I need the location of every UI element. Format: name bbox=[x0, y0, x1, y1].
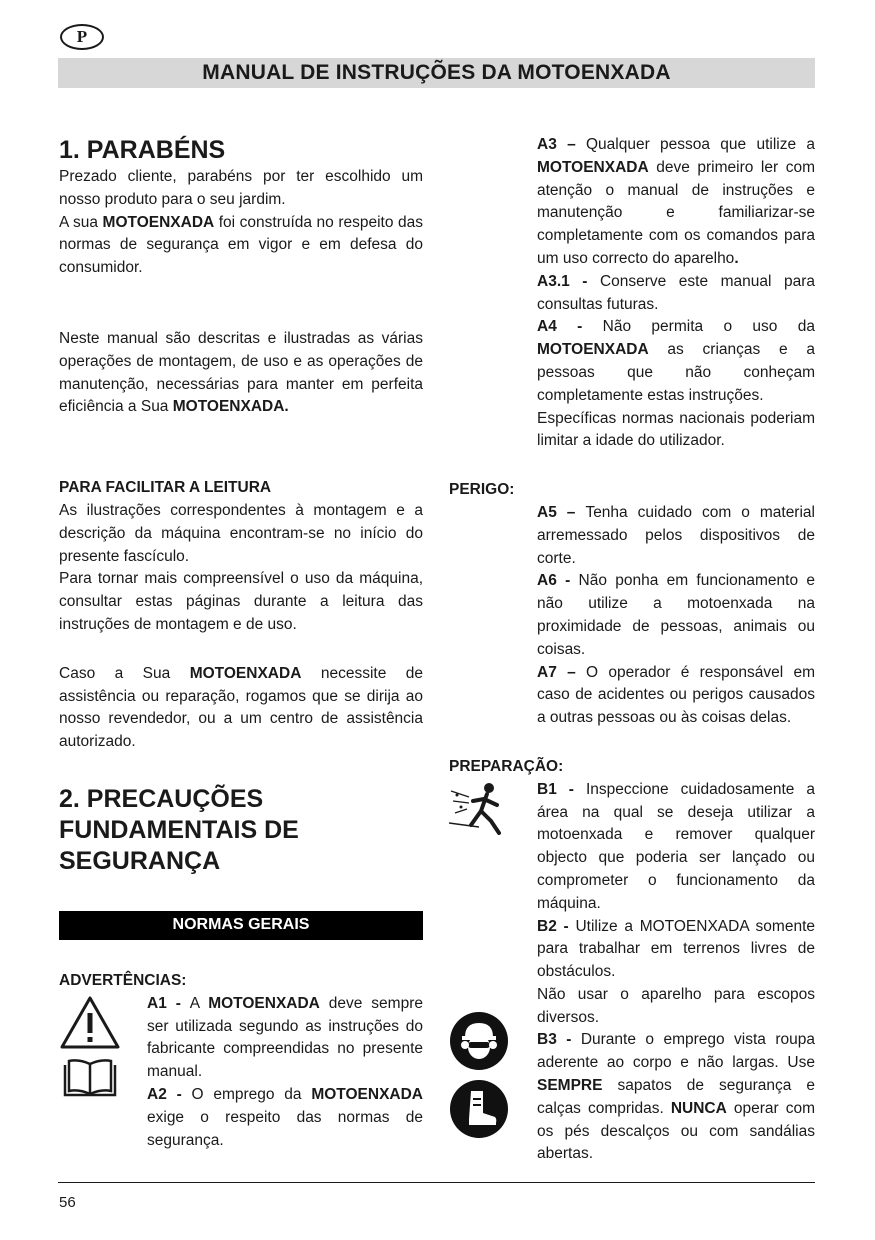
item-a6: A6 - Não ponha em funcionamento e não utilize a motoenxada na proximidade de pessoas, animais ou coisas. bbox=[537, 572, 815, 658]
warning-triangle-icon bbox=[59, 995, 121, 1051]
section-1-title: 1. PARABÉNS bbox=[59, 136, 226, 164]
paragraph: Caso a Sua MOTOENXADA necessite de assistência ou reparação, rogamos que se dirija ao nosso revendedor, ou a um centro de assistência autorizado. bbox=[59, 664, 423, 751]
paragraph: Prezado cliente, parabéns por ter escolhido um nosso produto para o seu jardim. bbox=[59, 168, 423, 208]
paragraph: A sua MOTOENXADA foi construída no respeito das normas de segurança em vigor e em defesa do consumidor. bbox=[59, 213, 423, 277]
item-a2: A2 - O emprego da MOTOENXADA exige o respeito das normas de segurança. bbox=[147, 1085, 423, 1149]
item-b3: B3 - Durante o emprego vista roupa aderente ao corpo e não largas. Use SEMPRE sapatos de segurança e calças compridas. NUNCA operar com os pés descalços ou com sandálias abertas. bbox=[537, 1031, 815, 1163]
page-title: MANUAL DE INSTRUÇÕES DA MOTOENXADA bbox=[58, 58, 815, 88]
section-2-title: 2. PRECAUÇÕES FUNDAMENTAIS DE SEGURANÇA bbox=[59, 784, 299, 875]
item-a7: A7 – O operador é responsável em caso de acidentes ou perigos causados a outras pessoas ou às coisas delas. bbox=[537, 663, 815, 727]
item-a3-1: A3.1 - Conserve este manual para consultas futuras. bbox=[537, 272, 816, 313]
safety-boot-icon bbox=[449, 1079, 509, 1139]
preparation-title: PREPARAÇÃO: bbox=[449, 757, 564, 775]
paragraph: Não usar o aparelho para escopos diversos. bbox=[537, 985, 815, 1026]
thrown-objects-hazard-icon bbox=[449, 781, 509, 835]
protective-equipment-icon bbox=[449, 1011, 509, 1071]
left-column bbox=[59, 135, 423, 1152]
item-a3: A3 – Qualquer pessoa que utilize a MOTOENXADA deve primeiro ler com atenção o manual de instruções e manutenção e familiarizar-se completamente com os comandos para um uso correcto do aparelho. bbox=[537, 136, 815, 267]
item-a4: A4 - Não permita o uso da MOTOENXADA as crianças e a pessoas que não conheçam completamente estas instruções. bbox=[537, 318, 815, 404]
right-column bbox=[449, 134, 815, 1166]
paragraph: Específicas normas nacionais poderiam limitar a idade do utilizador. bbox=[537, 409, 815, 450]
read-manual-book-icon bbox=[59, 1057, 121, 1101]
item-a1: A1 - A MOTOENXADA deve sempre ser utilizada segundo as instruções do fabricante compreendidas no presente manual. bbox=[147, 994, 423, 1081]
reading-title: PARA FACILITAR A LEITURA bbox=[59, 479, 272, 497]
warnings-title: ADVERTÊNCIAS: bbox=[59, 971, 187, 989]
normas-gerais-bar: NORMAS GERAIS bbox=[59, 911, 423, 940]
paragraph: Neste manual são descritas e ilustradas as várias operações de montagem, de uso e as operações de manutenção, necessárias para manter em perfeita eficiência a Sua MOTOENXADA. bbox=[59, 329, 423, 416]
item-a5: A5 – Tenha cuidado com o material arremessado pelos dispositivos de corte. bbox=[537, 503, 815, 567]
paragraph: Para tornar mais compreensível o uso da máquina, consultar estas páginas durante a leitura das instruções de montagem e de uso. bbox=[59, 570, 423, 633]
footer-rule bbox=[58, 1182, 815, 1183]
language-badge: P bbox=[60, 24, 104, 50]
item-b1: B1 - Inspeccione cuidadosamente a área na qual se deseja utilizar a motoenxada e remover qualquer objecto que poderia ser lançado ou comprometer o funcionamento da máquina. bbox=[537, 780, 816, 912]
page-number: 56 bbox=[59, 1194, 76, 1211]
danger-title: PERIGO: bbox=[449, 481, 515, 499]
item-b2: B2 - Utilize a MOTOENXADA somente para trabalhar em terrenos livres de obstáculos. bbox=[537, 917, 815, 981]
paragraph: As ilustrações correspondentes à montagem e a descrição da máquina encontram-se no início do presente fascículo. bbox=[59, 501, 423, 565]
